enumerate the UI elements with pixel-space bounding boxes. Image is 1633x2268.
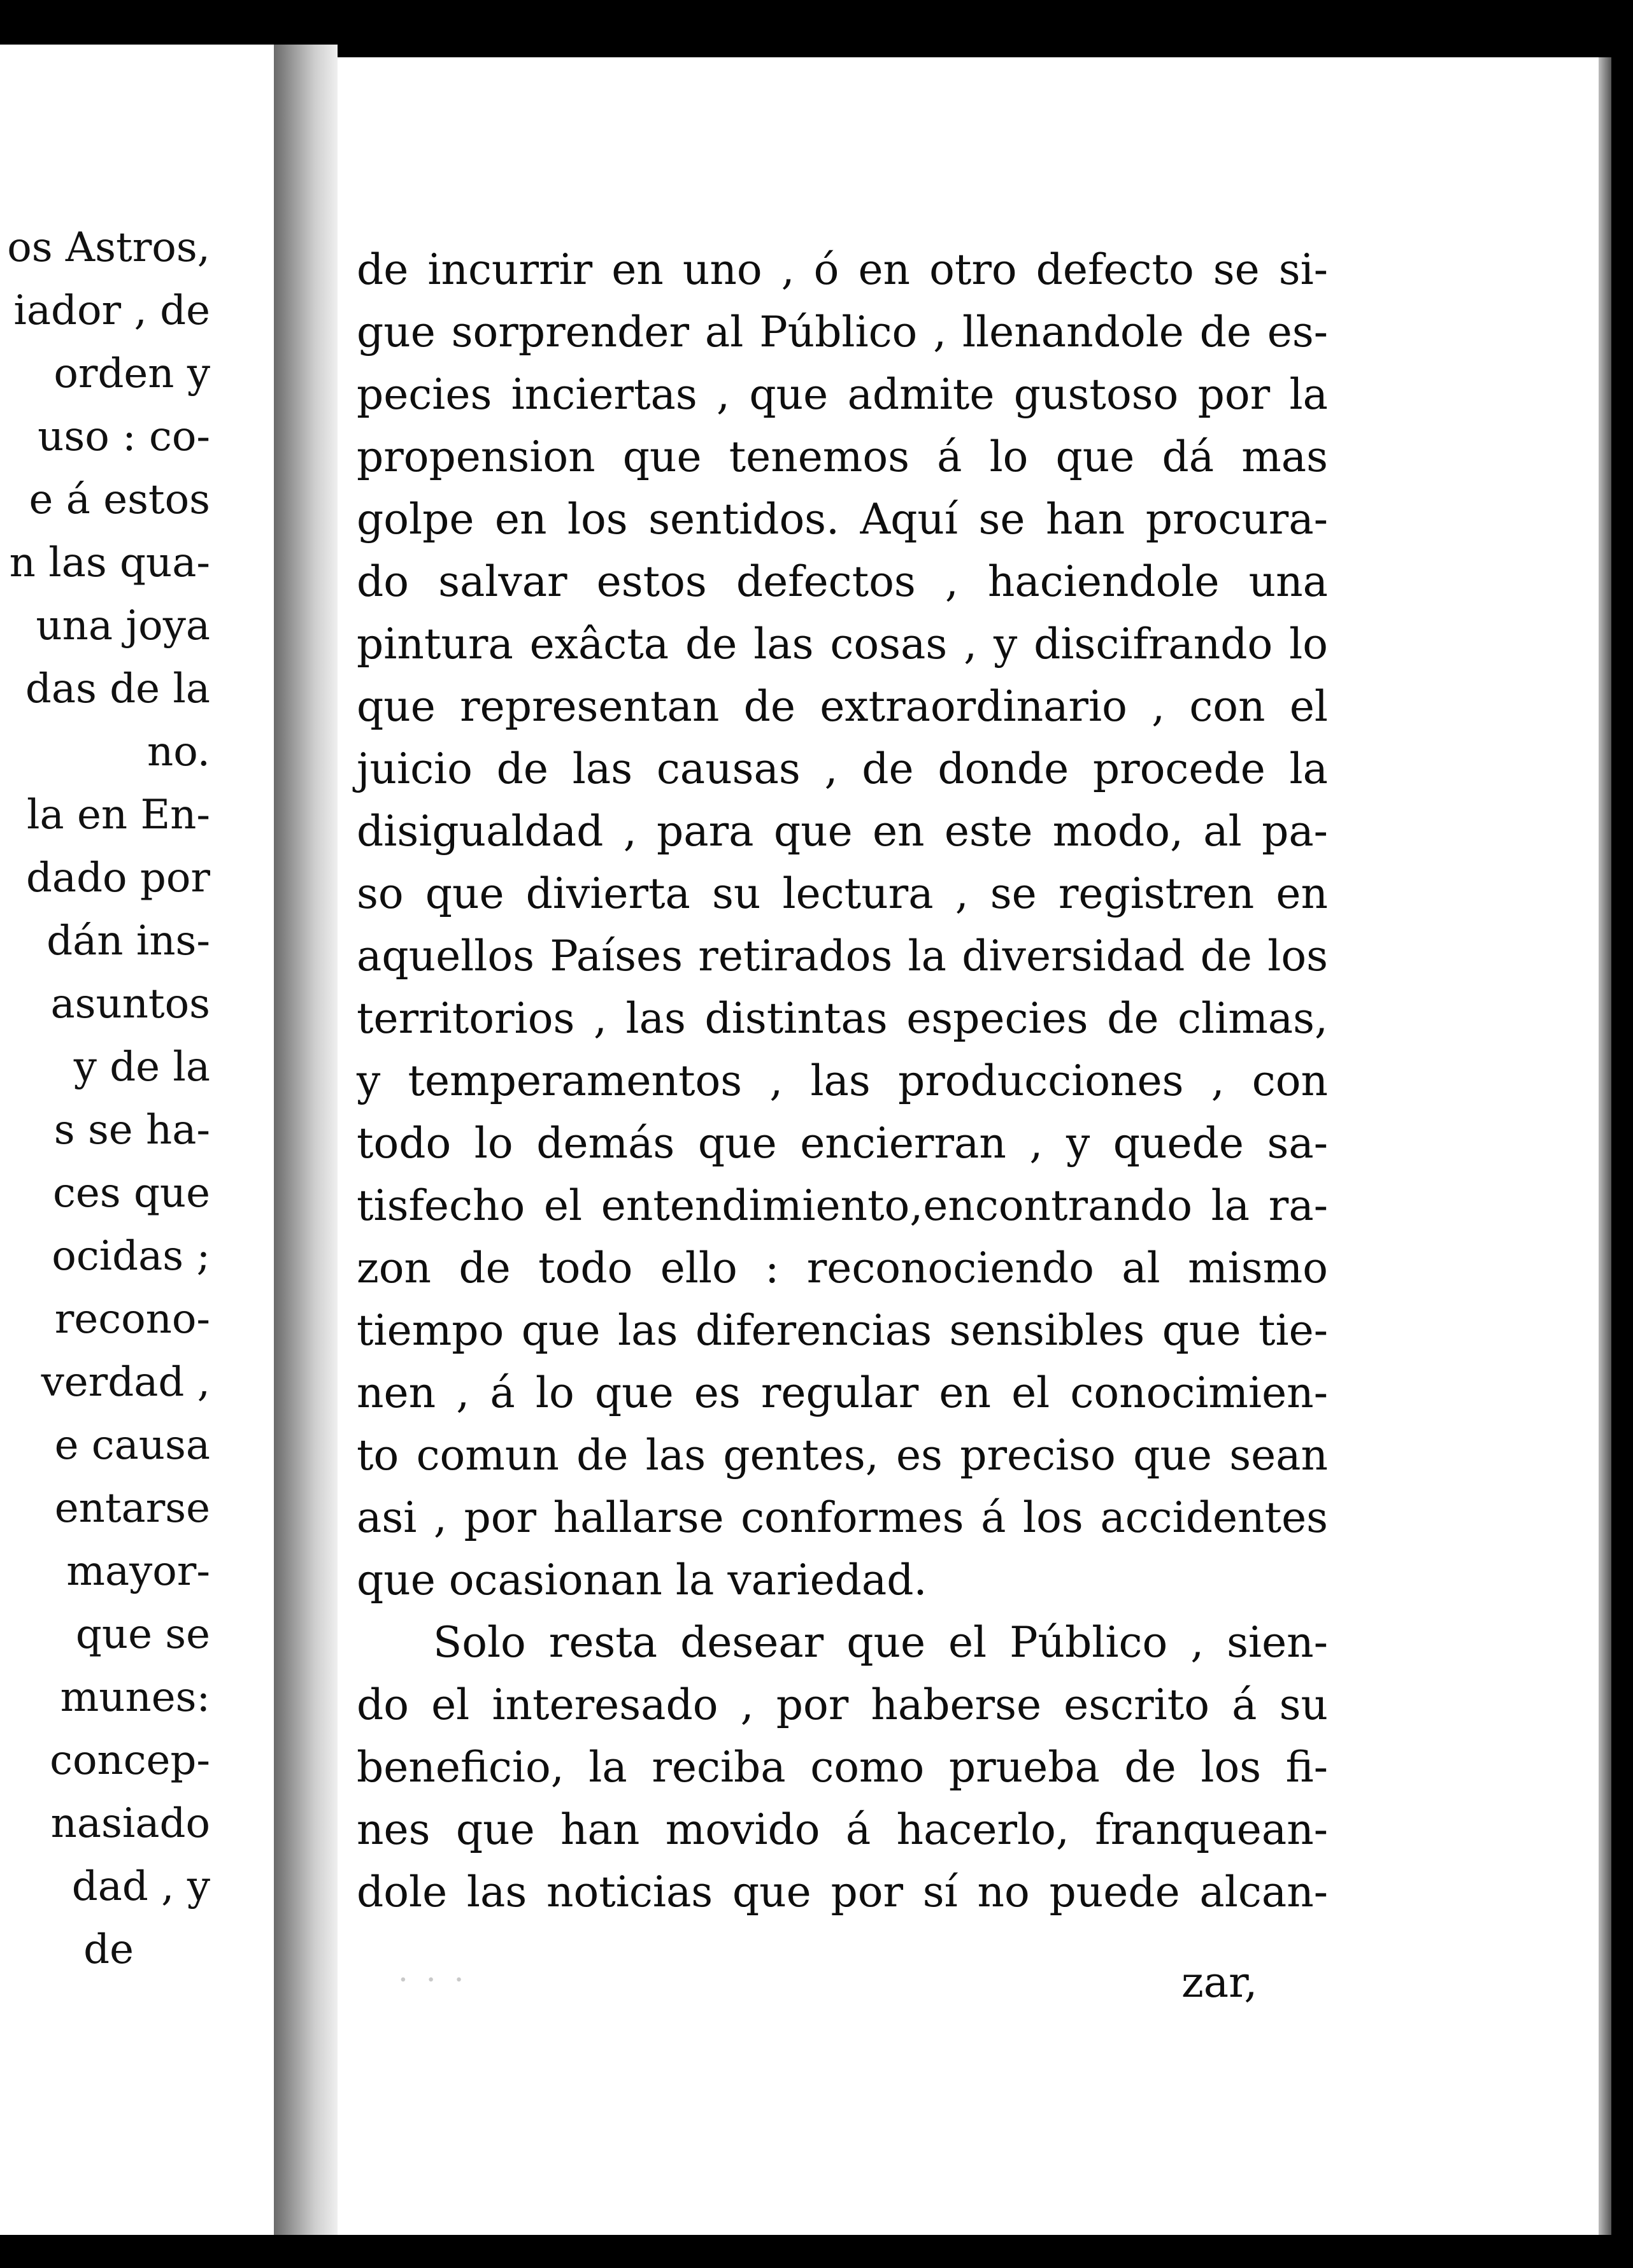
text-line: asi , por hallarse conformes á los accidentes — [357, 1493, 1328, 1542]
left-line: recono- — [54, 1296, 210, 1343]
text-line: Solo resta desear que el Público , sien- — [433, 1618, 1328, 1667]
show-through-mark: · · · — [398, 1961, 468, 1998]
page-edge — [1599, 57, 1611, 2235]
left-line: n las qua- — [9, 539, 210, 586]
text-line: territorios , las distintas especies de climas, — [357, 994, 1328, 1043]
text-line: que representan de extraordinario , con el — [357, 682, 1328, 731]
body-text — [357, 239, 1328, 1924]
text-line: zon de todo ello : reconociendo al mismo — [357, 1244, 1328, 1293]
text-line: nen , á lo que es regular en el conocimien- — [357, 1368, 1328, 1417]
catchword: zar, — [1181, 1958, 1258, 2007]
left-line: y de la — [73, 1044, 210, 1091]
left-page-fragment — [0, 45, 274, 2235]
text-line: gue sorprender al Público , llenandole de es- — [357, 308, 1328, 357]
left-line: de — [83, 1926, 134, 1973]
left-line: nasiado — [50, 1800, 210, 1847]
left-line: no. — [147, 728, 210, 776]
text-line: propension que tenemos á lo que dá mas — [357, 432, 1328, 481]
left-line: dad , y — [71, 1863, 210, 1910]
left-line: una joya — [36, 602, 210, 649]
left-page-text — [7, 216, 210, 1981]
text-line: do salvar estos defectos , haciendole una — [357, 557, 1328, 606]
right-page — [338, 57, 1599, 2235]
left-line: s se ha- — [53, 1107, 210, 1154]
text-line: y temperamentos , las producciones , con — [357, 1056, 1328, 1105]
text-line: dole las noticias que por sí no puede alcan- — [357, 1868, 1328, 1917]
left-line: uso : co- — [38, 413, 210, 460]
left-line: e á estos — [29, 476, 210, 523]
text-line: pintura exâcta de las cosas , y discifrando lo — [357, 620, 1328, 669]
left-line: concep- — [50, 1737, 210, 1784]
text-line: aquellos Países retirados la diversidad de los — [357, 932, 1328, 981]
left-line: dán ins- — [46, 918, 210, 965]
text-line: nes que han movido á hacerlo, franquean- — [357, 1805, 1328, 1854]
left-line: iador , de — [13, 287, 210, 334]
text-line: tiempo que las diferencias sensibles que tie- — [357, 1306, 1328, 1355]
left-line: das de la — [25, 665, 210, 712]
left-line: que se — [75, 1611, 210, 1658]
text-line: do el interesado , por haberse escrito á su — [357, 1680, 1328, 1729]
left-line: orden y — [53, 350, 210, 397]
left-line: ces que — [53, 1170, 210, 1217]
text-line: juicio de las causas , de donde procede la — [357, 744, 1328, 793]
left-line: e causa — [54, 1422, 210, 1469]
left-line: verdad , — [41, 1359, 210, 1406]
text-line: beneficio, la reciba como prueba de los fi- — [357, 1743, 1328, 1792]
text-line: golpe en los sentidos. Aquí se han procura- — [357, 495, 1328, 544]
left-line: la en En- — [27, 791, 210, 839]
text-line: tisfecho el entendimiento,encontrando la ra- — [357, 1181, 1328, 1230]
text-line: so que divierta su lectura , se registren en — [357, 869, 1328, 918]
left-line: os Astros, — [7, 224, 210, 271]
text-line: todo lo demás que encierran , y quede sa- — [357, 1119, 1328, 1168]
text-line: to comun de las gentes, es preciso que sean — [357, 1431, 1328, 1480]
text-line: pecies inciertas , que admite gustoso por la — [357, 370, 1328, 419]
left-line: dado por — [25, 854, 210, 902]
left-line: munes: — [60, 1674, 210, 1721]
left-line: asuntos — [50, 981, 210, 1028]
left-line: mayor- — [66, 1548, 210, 1595]
text-line: que ocasionan la variedad. — [357, 1556, 927, 1605]
text-line: disigualdad , para que en este modo, al pa- — [357, 807, 1328, 856]
left-line: entarse — [54, 1485, 210, 1532]
text-line: de incurrir en uno , ó en otro defecto se si- — [357, 245, 1328, 294]
left-line: ocidas ; — [52, 1233, 210, 1280]
binding-gutter — [274, 45, 338, 2235]
